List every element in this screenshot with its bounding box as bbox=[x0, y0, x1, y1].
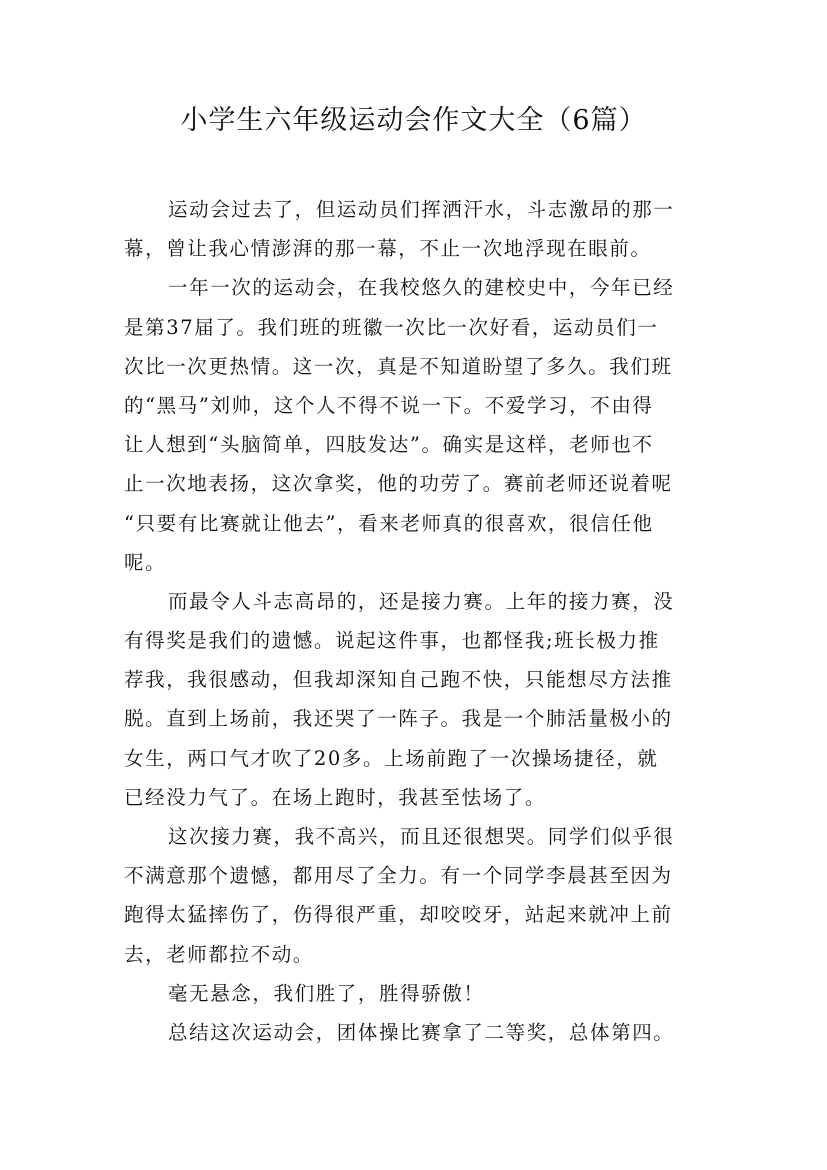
page-title: 小学生六年级运动会作文大全（6篇） bbox=[180, 105, 647, 136]
text-line: 不满意那个遗憾，都用尽了全力。有一个同学李晨甚至因为 bbox=[124, 864, 673, 888]
text-line: 毫无悬念，我们胜了，胜得骄傲！ bbox=[168, 981, 485, 1005]
text-line: 跑得太猛摔伤了，伤得很严重，却咬咬牙，站起来就冲上前 bbox=[124, 903, 673, 927]
text-line: 次比一次更热情。这一次，真是不知道盼望了多久。我们班 bbox=[124, 354, 673, 378]
text-line: 止一次地表扬，这次拿奖，他的功劳了。赛前老师还说着呢 bbox=[124, 472, 673, 496]
text-line: 让人想到“头脑简单，四肢发达”。确实是这样，老师也不 bbox=[124, 433, 654, 457]
text-line: 的“黑马”刘帅，这个人不得不说一下。不爱学习，不由得 bbox=[124, 393, 654, 417]
essay-body bbox=[124, 190, 714, 1052]
text-line: 运动会过去了，但运动员们挥洒汗水，斗志激昂的那一 bbox=[168, 198, 675, 221]
text-line: 一年一次的运动会，在我校悠久的建校史中，今年已经 bbox=[168, 276, 675, 300]
text-line: 总结这次运动会，团体操比赛拿了二等奖，总体第四。 bbox=[168, 1020, 675, 1044]
text-line: 呢。 bbox=[124, 550, 167, 574]
text-line: 有得奖是我们的遗憾。说起这件事，也都怪我;班长极力推 bbox=[124, 629, 660, 653]
text-line: 女生，两口气才吹了20多。上场前跑了一次操场捷径，就 bbox=[124, 746, 659, 770]
text-line: 荐我，我很感动，但我却深知自己跑不快，只能想尽方法推 bbox=[124, 668, 673, 692]
text-line: 而最令人斗志高昂的，还是接力赛。上年的接力赛，没 bbox=[168, 589, 675, 613]
text-line: 去，老师都拉不动。 bbox=[124, 942, 314, 966]
text-line: 已经没力气了。在场上跑时，我甚至怯场了。 bbox=[124, 785, 547, 809]
text-line: 脱。直到上场前，我还哭了一阵子。我是一个肺活量极小的 bbox=[124, 707, 673, 731]
text-line: 幕，曾让我心情澎湃的那一幕，不止一次地浮现在眼前。 bbox=[124, 237, 652, 261]
text-line: “只要有比赛就让他去”，看来老师真的很喜欢，很信任他 bbox=[124, 511, 654, 535]
text-line: 是第37届了。我们班的班徽一次比一次好看，运动员们一 bbox=[124, 315, 659, 339]
text-line: 这次接力赛，我不高兴，而且还很想哭。同学们似乎很 bbox=[168, 825, 675, 848]
